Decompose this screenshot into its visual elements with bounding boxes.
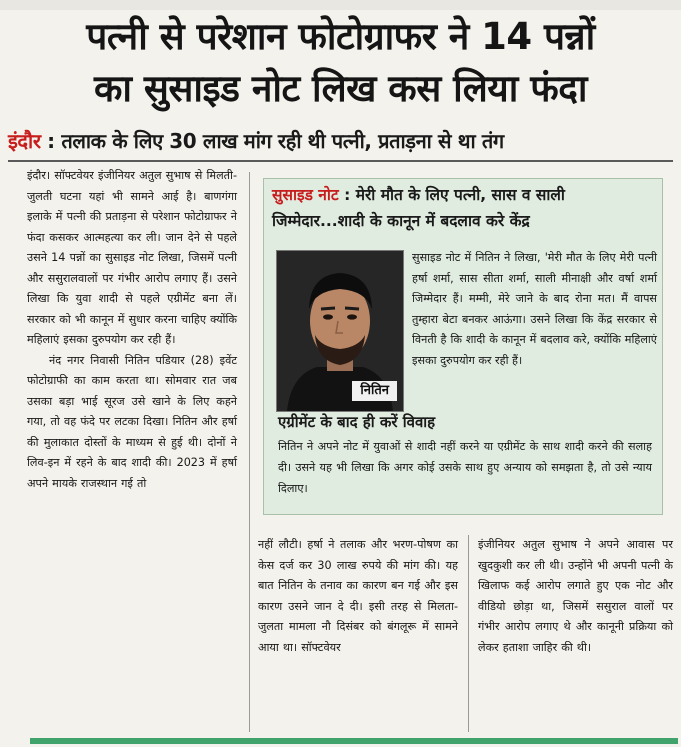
headline-line-1: पत्नी से परेशान फोटोग्राफर ने 14 पन्नों (86, 15, 595, 58)
bottom-accent-bar (30, 738, 678, 744)
column-2: नहीं लौटी। हर्षा ने तलाक और भरण-पोषण का केस दर्ज कर 30 लाख रुपये की मांग की। यह बात नितिन के तनाव का कारण बन गई और इस कारण उसने जान दे दी। इसी तरह से मिलता-जुलता मामला नौ दिसंबर को बंगलूरू में सामने आया था। सॉफ्टवेयर (258, 538, 458, 654)
subheadline-text: तलाक के लिए 30 लाख मांग रही थी पत्नी, प्रताड़ना से था तंग (61, 129, 504, 153)
box-title-separator: : (338, 186, 356, 204)
subheadline-place: इंदौर (8, 129, 41, 153)
box-title (272, 182, 658, 234)
column-1-paragraph-1: इंदौर। सॉफ्टवेयर इंजीनियर अतुल सुभाष से मिलती-जुलती घटना यहां भी सामने आई है। बाणगंगा इलाके में पत्नी की प्रताड़ना से परेशान फोटोग्राफर ने फंदा कसकर आत्महत्या कर ली। जान देने से पहले उसने 14 पन्नों का सुसाइड नोट लिखा, जिसमें पत्नी और ससुरालवालों पर गंभीर आरोप लगाए हैं। उसने लिखा कि युवा शादी से पहले एग्रीमेंट बना लें। सरकार को भी कानून में सुधार करना चाहिए क्योंकि महिलाएं इसका दुरुपयोग कर रही हैं। (27, 169, 237, 346)
subheadline-divider (8, 160, 673, 162)
headline-line-2: का सुसाइड नोट लिख कस लिया फंदा (94, 67, 587, 110)
box-subtitle: एग्रीमेंट के बाद ही करें विवाह (278, 413, 436, 431)
column-divider-1 (249, 172, 250, 732)
box-text: सुसाइड नोट में नितिन ने लिखा, 'मेरी मौत के लिए मेरी पत्नी हर्षा शर्मा, सास सीता शर्मा, साली मीनाक्षी और वर्षा शर्मा जिम्मेदार हैं। मम्मी, मेरे जाने के बाद रोना मत। मैं वापस तुम्हारा बेटा बनकर आऊंगा। उसने लिखा कि केंद्र सरकार से विनती है कि शादी के कानून में बदलाव करे, क्योंकि महिलाएं इसका दुरुपयोग कर रही हैं। (412, 251, 657, 367)
box-text-2: नितिन ने अपने नोट में युवाओं से शादी नहीं करने या एग्रीमेंट के साथ शादी करने की सलाह दी। उसने यह भी लिखा कि अगर कोई उसके साथ हुए अन्याय को समझता है, तो उसे न्याय दिलाए। (278, 440, 652, 495)
column-3: इंजीनियर अतुल सुभाष ने अपने आवास पर खुदकुशी कर ली थी। उन्होंने भी अपनी पत्नी के खिलाफ कई आरोप लगाते हुए एक नोट और वीडियो छोड़ा था, जिसमें ससुराल वालों पर गंभीर आरोप लगाए थे और कानूनी प्रक्रिया को लेकर हताशा जाहिर की थी। (478, 538, 673, 654)
column-1 (27, 166, 237, 494)
column-1-paragraph-2: नंद नगर निवासी नितिन पडियार (28) इवेंट फोटोग्राफी का काम करता था। सोमवार रात जब उसका बड़ा भाई सूरज उसे खाने के लिए कहने गया, तो वह फंदे पर लटका दिखा। नितिन और हर्षा की मुलाकात दोस्तों के माध्यम से हुई थी। दोनों ने लिव-इन में रहने के बाद शादी की। 2023 में हर्षा अपने मायके राजस्थान गई तो (27, 353, 237, 490)
subheadline (8, 126, 678, 156)
subheadline-separator: : (40, 129, 62, 153)
box-title-text: मेरी मौत के लिए पत्नी, सास व साली जिम्मेदार...शादी के कानून में बदलाव करे केंद्र (272, 186, 565, 230)
portrait-photo (276, 250, 404, 412)
top-strip (0, 0, 681, 10)
column-divider-2 (468, 535, 469, 732)
box-title-label: सुसाइड नोट (272, 186, 339, 204)
photo-caption: नितिन (352, 381, 397, 401)
